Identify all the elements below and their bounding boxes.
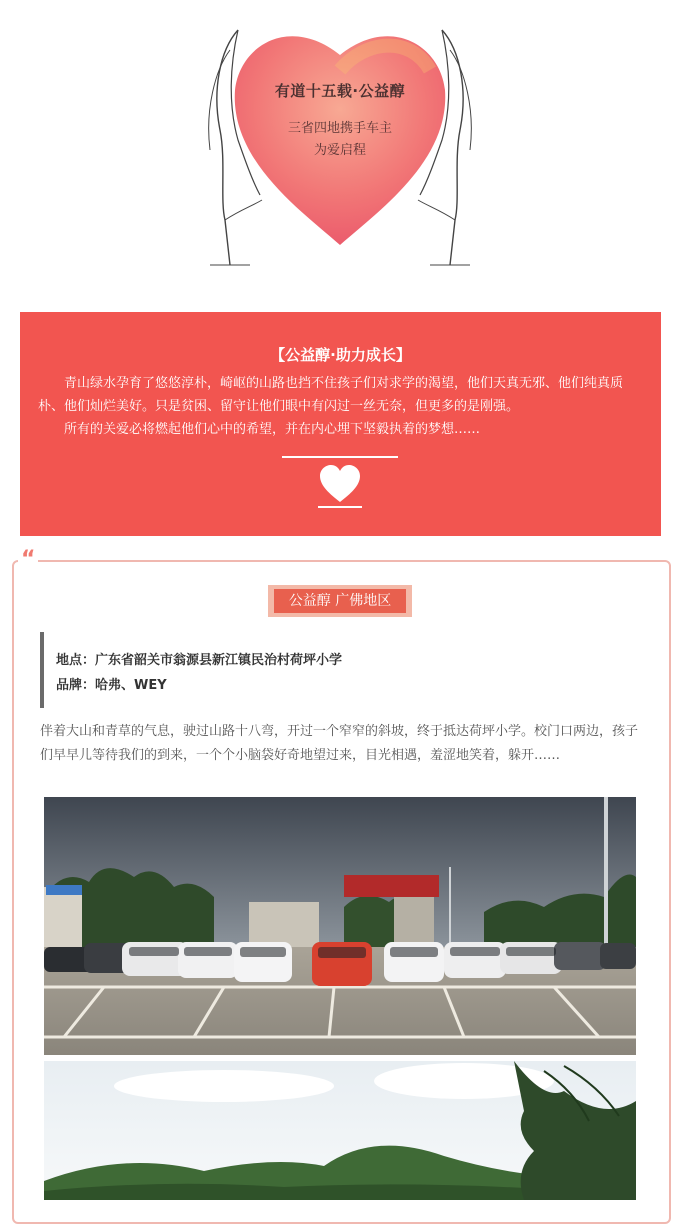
- hero-subtitle-line2: 为爱启程: [313, 143, 366, 158]
- hero-subtitle-line1: 三省四地携手车主: [287, 121, 392, 136]
- region-tag: 公益醇 广佛地区: [274, 589, 406, 613]
- panel-title: 【公益醇·助力成长】: [270, 346, 411, 364]
- divider-line-short: [318, 506, 362, 508]
- hero-title: 有道十五载·公益醇: [274, 82, 406, 100]
- panel-paragraph-2: 所有的关爱必将燃起他们心中的希望，并在内心埋下坚毅执着的梦想……: [64, 422, 481, 437]
- event-info: [40, 632, 604, 708]
- brand-text: 品牌：哈弗、WEY: [56, 678, 167, 693]
- divider-line: [282, 456, 398, 458]
- location-text: 地点：广东省韶关市翁源县新江镇民治村荷坪小学: [56, 653, 343, 668]
- mountain-photo: [44, 1061, 636, 1200]
- panel-paragraph-1: 青山绿水孕育了悠悠淳朴，崎岖的山路也挡不住孩子们对求学的渴望，他们天真无邪、他们纯真质朴、他们灿烂美好。只是贫困、留守让他们眼中有闪过一丝无奈，但更多的是刚强。: [38, 376, 624, 414]
- parking-lot-photo: [44, 797, 636, 1055]
- panel-text: [38, 372, 643, 441]
- heart-icon: [318, 464, 362, 504]
- story-text: 伴着大山和青草的气息，驶过山路十八弯，开过一个窄窄的斜坡，终于抵达荷坪小学。校门口两边，孩子们早早儿等待我们的到来，一个个小脑袋好奇地望过来，目光相遇，羞涩地笑着，躲开……: [40, 724, 639, 763]
- hero-banner: [0, 0, 680, 290]
- intro-panel: [20, 312, 661, 536]
- quote-icon: “: [18, 552, 38, 568]
